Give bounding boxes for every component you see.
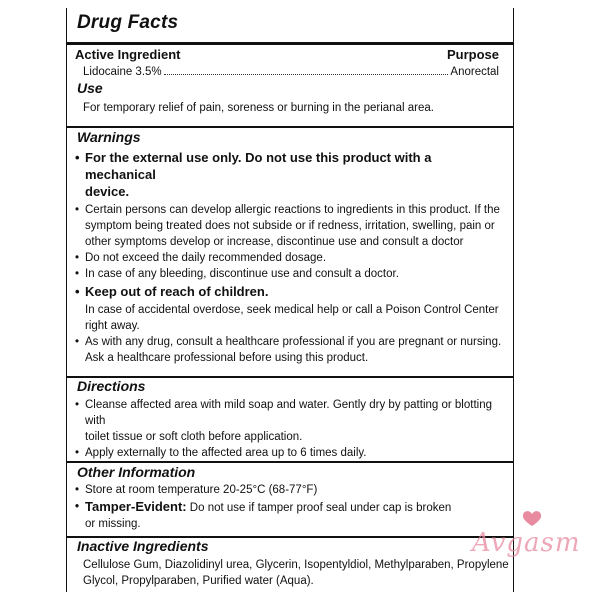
purpose-heading: Purpose [446,47,499,62]
warning-item: In case of accidental overdose, seek medical help or call a Poison Control Center right away. [85,304,499,332]
other-information-heading: Other Information [77,464,196,480]
directions-list [75,397,503,461]
use-text: For temporary relief of pain, soreness or burning in the perianal area. [83,102,434,114]
use-heading: Use [77,80,103,96]
other-information-list [75,482,503,532]
active-ingredient-heading: Active Ingredient [75,47,181,62]
direction-item: • Cleanse affected area with mild soap and water. Gently dry by patting or blotting with toilet tissue or soft cloth before application. [75,399,492,443]
list-item: • Store at room temperature 20-25°C (68-77°F) [75,484,318,496]
divider [67,126,513,128]
divider [67,42,513,45]
warning-item: • As with any drug, consult a healthcare professional if you are pregnant or nursing. Ask a healthcare professional before using this product. [75,336,502,364]
warning-item: • In case of any bleeding, discontinue use and consult a doctor. [75,268,399,280]
warning-item: • Certain persons can develop allergic reactions to ingredients in this product. If the symptom being treated does not subside or if redness, irritation, swelling, pain or other symptoms develop or increase, discontinue use and consult a doctor [75,204,500,248]
warnings-list [75,148,503,366]
divider [67,461,513,463]
drug-facts-panel [66,8,514,592]
list-item: • Tamper-Evident: Do not use if tamper proof seal under cap is broken or missing. [75,499,452,530]
warning-item: • Keep out of reach of children. [75,284,269,299]
warnings-heading: Warnings [77,129,141,145]
warning-item: • For the external use only. Do not use this product with a mechanical device. [75,150,432,199]
directions-heading: Directions [77,378,146,394]
warning-item: • Do not exceed the daily recommended dosage. [75,252,327,264]
ingredient-purpose: Anorectal [450,66,499,78]
tamper-evident-label: Tamper-Evident: [85,499,187,514]
drug-facts-title: Drug Facts [77,12,179,33]
dot-leader [164,74,449,75]
active-ingredient-header [75,47,499,62]
avgasm-watermark [470,500,580,580]
inactive-ingredients-text: Cellulose Gum, Diazolidinyl urea, Glycerin, Isopentyldiol, Methylparaben, Propylene Glycol, Propylparaben, Purified water (Aqua). [83,559,509,587]
ingredient-name: Lidocaine 3.5% [83,66,162,78]
active-ingredient-row [83,64,499,80]
inactive-ingredients-heading: Inactive Ingredients [77,538,209,554]
direction-item: • Apply externally to the affected area up to 6 times daily. [75,447,367,459]
watermark-text: Avgasm [472,528,581,558]
